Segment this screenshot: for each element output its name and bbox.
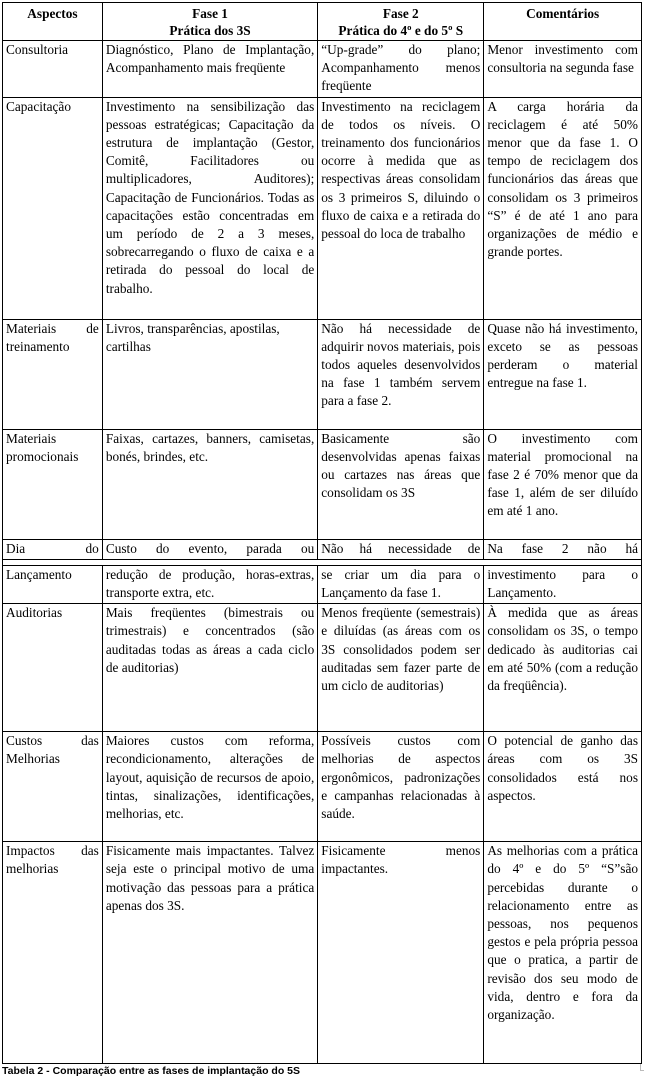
table-row <box>3 732 642 842</box>
cell-fase2: Possíveis custos com melhorias de aspectos ergonômicos, padronizações e campanhas relacionadas à saúde. <box>318 732 484 842</box>
cell-comentarios: Menor investimento com consultoria na segunda fase <box>484 41 642 98</box>
cell-fase1: Maiores custos com reforma, recondicionamento, alterações de layout, aquisição de recursos de apoio, tintas, sinalizações, identificações, melhorias, etc. <box>102 732 317 842</box>
cell-fase2: Não há necessidade de adquirir novos materiais, pois todos aqueles desenvolvidos na fase 1 também servem para a fase 2. <box>318 319 484 429</box>
cell-fase1: Livros, transparências, apostilas, cartilhas <box>102 319 317 429</box>
header-fase2: Fase 2 Prática do 4º e do 5º S <box>318 3 484 41</box>
cell-aspecto: Impactos das melhorias <box>3 842 103 1064</box>
table-row <box>3 539 642 559</box>
cell-fase2: Investimento na reciclagem de todos os níveis. O treinamento dos funcionários ocorre à medida que as respectivas áreas consolidam os 3 primeiros S, diluindo o fluxo de caixa e a retirada do pessoal do loca de trabalho <box>318 97 484 319</box>
table-row <box>3 429 642 539</box>
cell-fase1: Fisicamente mais impactantes. Talvez seja este o principal motivo de uma motivação das pessoas para a prática apenas dos 3S. <box>102 842 317 1064</box>
cell-fase1: redução de produção, horas-extras, transporte extra, etc. <box>102 565 317 603</box>
table-row <box>3 842 642 1064</box>
cell-fase1: Mais freqüentes (bimestrais ou trimestrais) e concentrados (são auditadas todas as áreas a cada ciclo de auditorias) <box>102 604 317 732</box>
cell-comentarios: O potencial de ganho das áreas com os 3S consolidados está nos aspectos. <box>484 732 642 842</box>
table-row <box>3 97 642 319</box>
cell-fase2: Menos freqüente (semestrais) e diluídas (as áreas com os 3S consolidados podem ser auditadas sem fazer parte de um ciclo de auditorias) <box>318 604 484 732</box>
table-caption: Tabela 2 - Comparação entre as fases de implantação do 5S <box>2 1065 300 1077</box>
table-row <box>3 319 642 429</box>
cell-fase2: Basicamente são desenvolvidas apenas faixas ou cartazes nas áreas que consolidam os 3S <box>318 429 484 539</box>
cell-aspecto: Dia do <box>3 539 103 559</box>
cell-comentarios: Na fase 2 não há <box>484 539 642 559</box>
cell-comentarios: Quase não há investimento, exceto se as pessoas perderam o material entregue na fase 1. <box>484 319 642 429</box>
cell-comentarios: À medida que as áreas consolidam os 3S, o tempo dedicado às auditorias cai em até 50% (com a redução da freqüência). <box>484 604 642 732</box>
cell-fase2: “Up-grade” do plano; Acompanhamento menos freqüente <box>318 41 484 98</box>
cell-aspecto: Capacitação <box>3 97 103 319</box>
table-row <box>3 565 642 603</box>
header-row <box>3 3 642 41</box>
table-row <box>3 604 642 732</box>
cell-comentarios: O investimento com material promocional na fase 2 é 70% menor que da fase 1, além de ser diluído em até 1 ano. <box>484 429 642 539</box>
comparison-table <box>2 2 642 1064</box>
corner-mark <box>640 1064 644 1071</box>
header-fase1: Fase 1 Prática dos 3S <box>102 3 317 41</box>
cell-comentarios: A carga horária da reciclagem é até 50% menor que da fase 1. O tempo de reciclagem dos funcionários das áreas que consolidam os 3 primeiros “S” é de até 1 ano para organizações de médio e grande portes. <box>484 97 642 319</box>
cell-aspecto: Lançamento <box>3 565 103 603</box>
cell-fase1: Faixas, cartazes, banners, camisetas, bonés, brindes, etc. <box>102 429 317 539</box>
cell-aspecto: Auditorias <box>3 604 103 732</box>
cell-aspecto: Consultoria <box>3 41 103 98</box>
cell-fase2: Fisicamente menos impactantes. <box>318 842 484 1064</box>
cell-aspecto: Materiais promocionais <box>3 429 103 539</box>
cell-fase2: se criar um dia para o Lançamento da fase 1. <box>318 565 484 603</box>
cell-aspecto: Custos das Melhorias <box>3 732 103 842</box>
cell-aspecto: Materiais de treinamento <box>3 319 103 429</box>
cell-comentarios: investimento para o Lançamento. <box>484 565 642 603</box>
cell-fase1: Custo do evento, parada ou <box>102 539 317 559</box>
cell-comentarios: As melhorias com a prática do 4º e do 5º “S”são percebidas durante o relacionamento entre as pessoas, nos pequenos gestos e pela própria pessoa que o pratica, a partir de revisão dos seu modo de vida, dentro e fora da organização. <box>484 842 642 1064</box>
header-comentarios: Comentários <box>484 3 642 41</box>
header-aspectos: Aspectos <box>3 3 103 41</box>
table-row <box>3 41 642 98</box>
cell-fase1: Diagnóstico, Plano de Implantação, Acompanhamento mais freqüente <box>102 41 317 98</box>
cell-fase1: Investimento na sensibilização das pessoas estratégicas; Capacitação da estrutura de implantação (Gestor, Comitê, Facilitadores ou multiplicadores, Auditores); Capacitação de Funcionários. Todas as capacitações estão concentradas em um período de 2 a 3 meses, sobrecarregando o fluxo de caixa e a retirada do pessoal do local de trabalho. <box>102 97 317 319</box>
cell-fase2: Não há necessidade de <box>318 539 484 559</box>
